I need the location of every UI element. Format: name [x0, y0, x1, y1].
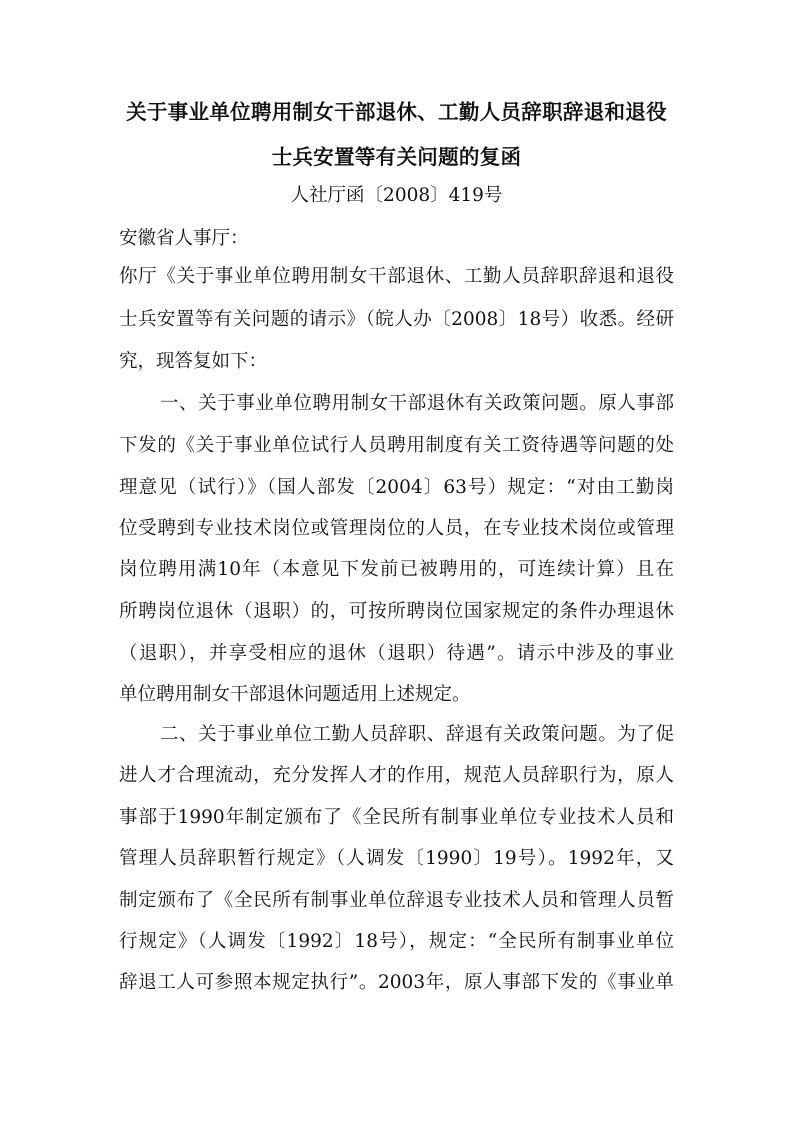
- section-2-line: 行规定》（人调发〔1992〕18号），规定：“全民所有制事业单位: [119, 931, 674, 952]
- section-1-line: 岗位聘用满10年（本意见下发前已被聘用的，可连续计算）且在: [119, 559, 674, 580]
- document-title-line-2: 士兵安置等有关问题的复函: [271, 145, 522, 169]
- section-2-line: 事部于1990年制定颁布了《全民所有制事业单位专业技术人员和: [119, 807, 674, 828]
- section-2-line: 辞退工人可参照本规定执行”。2003年，原人事部下发的《事业单: [119, 972, 674, 993]
- section-2-line: 二、关于事业单位工勤人员辞职、辞退有关政策问题。为了促: [160, 724, 674, 745]
- intro-line: 究，现答复如下：: [119, 351, 268, 372]
- salutation: 安徽省人事厅：: [119, 228, 249, 249]
- intro-line: 士兵安置等有关问题的请示》（皖人办〔2008〕18号）收悉。经研: [119, 309, 674, 330]
- section-2-line: 进人才合理流动，充分发挥人才的作用，规范人员辞职行为，原人: [119, 765, 674, 786]
- document-title-line-1: 关于事业单位聘用制女干部退休、工勤人员辞职辞退和退役: [126, 100, 667, 124]
- section-2-line: 制定颁布了《全民所有制事业单位辞退专业技术人员和管理人员暂: [119, 890, 674, 911]
- intro-line: 你厅《关于事业单位聘用制女干部退休、工勤人员辞职辞退和退役: [119, 266, 674, 287]
- section-1-line: 单位聘用制女干部退休问题适用上述规定。: [119, 684, 471, 705]
- section-1-line: 理意见（试行）》（国人部发〔2004〕63号）规定：“对由工勤岗: [119, 477, 674, 498]
- section-2-line: 管理人员辞职暂行规定》（人调发〔1990〕19号）。1992年，又: [119, 848, 674, 869]
- section-1-line: 位受聘到专业技术岗位或管理岗位的人员，在专业技术岗位或管理: [119, 518, 674, 539]
- document-number: 人社厅函〔2008〕419号: [290, 185, 503, 206]
- section-1-line: 下发的《关于事业单位试行人员聘用制度有关工资待遇等问题的处: [119, 435, 674, 456]
- section-1-line: 所聘岗位退休（退职）的，可按所聘岗位国家规定的条件办理退休: [119, 601, 674, 622]
- section-1-line: （退职），并享受相应的退休（退职）待遇”。请示中涉及的事业: [119, 643, 674, 664]
- section-1-line: 一、关于事业单位聘用制女干部退休有关政策问题。原人事部: [160, 393, 674, 414]
